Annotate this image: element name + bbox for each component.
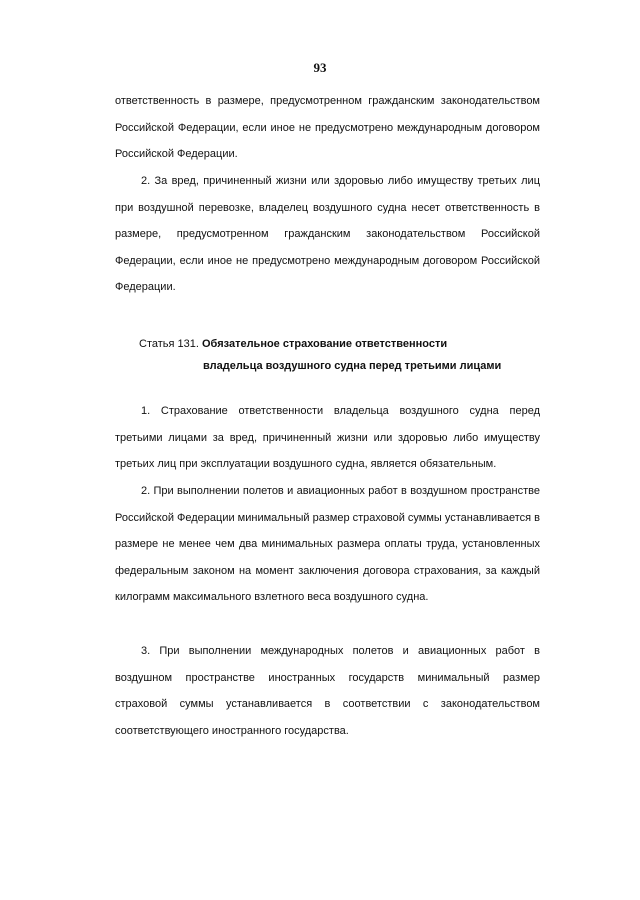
page-number: 93 xyxy=(313,60,327,75)
paragraph-article-clause-2: 2. При выполнении полетов и авиационных работ в воздушном пространстве Российской Федерации минимальный размер страховой суммы устанавливается в размере не менее чем два минимальных размера оплаты труда, установленных федеральным законом на момент заключения договора страхования, за каждый килограмм максимального взлетного веса воздушного судна. xyxy=(115,485,541,603)
paragraph-continuation: ответственность в размере, предусмотренном гражданским законодательством Российской Федерации, если иное не предусмотрено международным договором Российской Федерации. xyxy=(115,95,540,160)
article-heading xyxy=(139,336,447,352)
paragraph-article-clause-3: 3. При выполнении международных полетов и авиационных работ в воздушном пространстве иностранных государств минимальный размер страховой суммы устанавливается в соответствии с законодательством соответствующего иностранного государства. xyxy=(115,645,540,737)
article-title-line2: владельца воздушного судна перед третьими лицами xyxy=(203,360,502,372)
article-label: Статья 131. xyxy=(139,338,199,350)
paragraph-clause-2: 2. За вред, причиненный жизни или здоровью либо имуществу третьих лиц при воздушной перевозке, владелец воздушного судна несет ответственность в размере, предусмотренном гражданским законодательством Российской Федерации, если иное не предусмотрено международным договором Российской Федерации. xyxy=(115,175,540,293)
paragraph-article-clause-1: 1. Страхование ответственности владельца воздушного судна перед третьими лицами за вред, причиненный жизни или здоровью либо имуществу третьих лиц при эксплуатации воздушного судна, является обязательным. xyxy=(115,405,540,470)
article-title-line1: Обязательное страхование ответственности xyxy=(202,338,448,350)
